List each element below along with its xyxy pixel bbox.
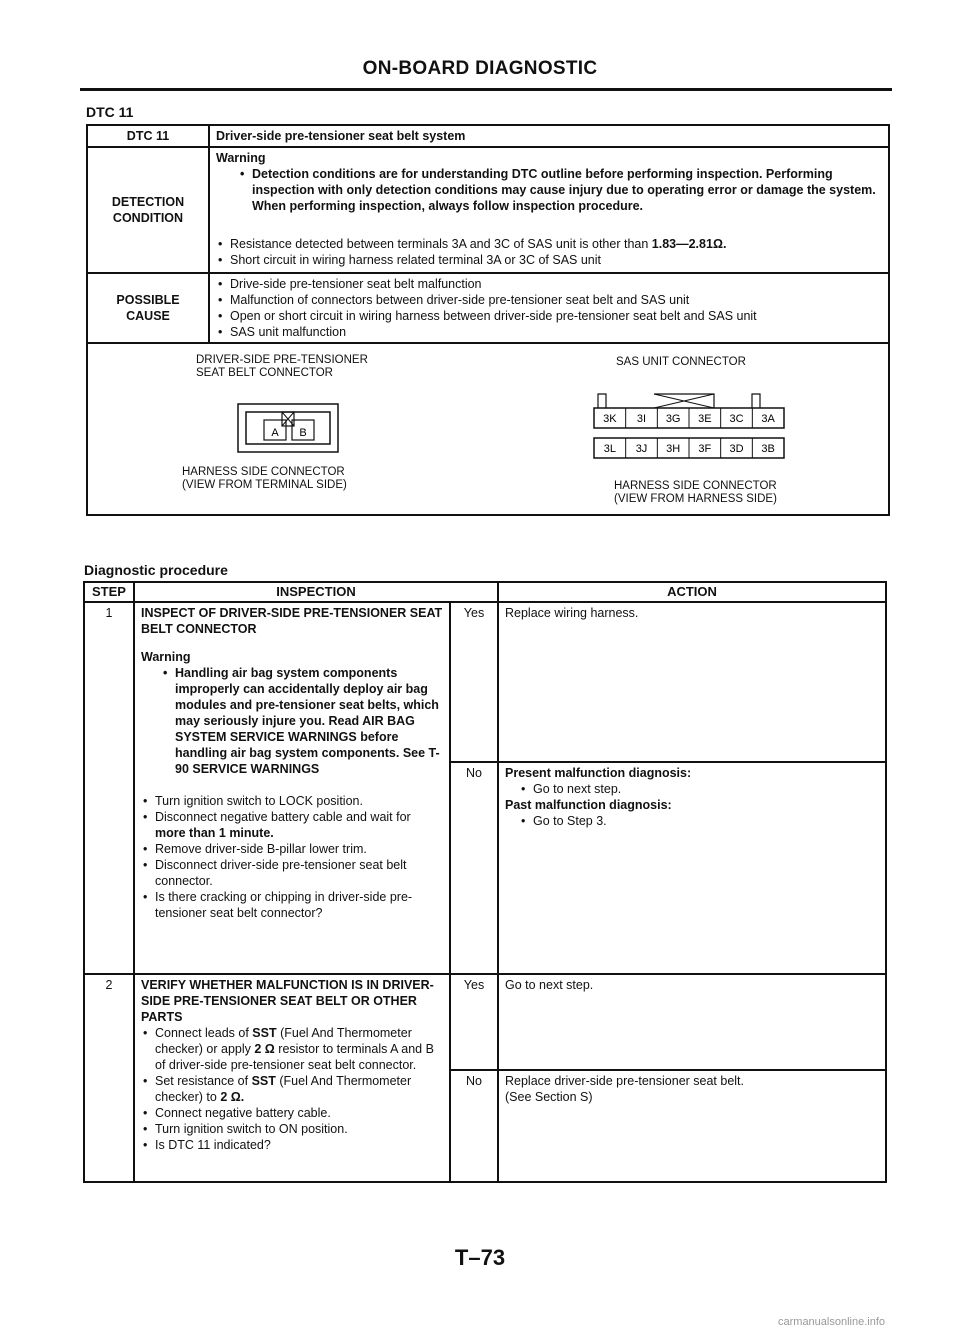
pin-b-label: B <box>299 427 307 439</box>
step-2-item: • Connect leads of SST (Fuel And Thermometer checker) or apply 2 Ω resistor to terminals A and B of driver-side pre-tensioner seat belt connector. <box>141 1025 443 1073</box>
sas-pin-label: 3L <box>603 443 616 455</box>
watermark: carmanualsonline.info <box>778 1316 886 1328</box>
dtc-section-heading: DTC 11 <box>86 104 134 120</box>
connector-diagrams <box>87 343 889 515</box>
step-2-no: No <box>450 1070 498 1182</box>
sas-pin-label: 3K <box>603 413 617 425</box>
detection-item-2: • Short circuit in wiring harness related terminal 3A or 3C of SAS unit <box>216 252 882 268</box>
step-2-yes-action: Go to next step. <box>498 974 886 1070</box>
page-number: T–73 <box>454 1245 506 1270</box>
step-number: 1 <box>84 602 134 974</box>
cause-item: • Drive-side pre-tensioner seat belt malfunction <box>216 276 882 292</box>
dtc-code-label: DTC 11 <box>87 125 209 147</box>
left-connector-title: DRIVER-SIDE PRE-TENSIONER SEAT BELT CONNECTOR <box>196 354 368 379</box>
step-1-no-action: Present malfunction diagnosis: • Go to next step. Past malfunction diagnosis: • Go to Step 3. <box>498 762 886 974</box>
sas-pin-label: 3H <box>666 443 681 455</box>
sas-pin-label: 3I <box>636 413 647 425</box>
step-1-yes: Yes <box>450 602 498 762</box>
diag-section-heading: Diagnostic procedure <box>84 562 228 578</box>
sas-pin-label: 3D <box>729 443 744 455</box>
dtc-code-desc: Driver-side pre-tensioner seat belt system <box>209 125 889 147</box>
right-connector-caption: HARNESS SIDE CONNECTOR (VIEW FROM HARNESS SIDE) <box>614 480 777 505</box>
step-1-item: • Disconnect negative battery cable and wait for more than 1 minute. <box>141 809 443 841</box>
detection-condition <box>209 147 889 273</box>
header-step: STEP <box>84 582 134 602</box>
step-1-item: • Disconnect driver-side pre-tensioner seat belt connector. <box>141 857 443 889</box>
step-2-item: • Set resistance of SST (Fuel And Thermometer checker) to 2 Ω. <box>141 1073 443 1105</box>
step-1-no: No <box>450 762 498 974</box>
sas-row-2 <box>604 438 775 458</box>
sas-connector-diagram <box>584 388 804 474</box>
right-connector-title: SAS UNIT CONNECTOR <box>616 356 746 368</box>
step-1-warning-text: • Handling air bag system components improperly can accidentally deploy air bag modules and pre-tensioner seat belts, which may seriously injure you. Read AIR BAG SYSTEM SERVICE WARNINGS before handling air bag system components. See T-90 SERVICE WARNINGS <box>161 665 443 777</box>
sas-pin-label: 3B <box>761 443 775 455</box>
sas-pin-label: 3G <box>665 413 681 425</box>
pin-a-label: A <box>271 427 279 439</box>
detection-label: DETECTION CONDITION <box>87 147 209 273</box>
detection-warning-text: • Detection conditions are for understanding DTC outline before performing inspection. Performing inspection with only detection conditions may cause injury due to operating error or damage the system. When performing inspection, always follow inspection procedure. <box>238 166 882 214</box>
cause-item: • Open or short circuit in wiring harness between driver-side pre-tensioner seat belt and SAS unit <box>216 308 882 324</box>
step-2-yes: Yes <box>450 974 498 1070</box>
detection-item-1: • Resistance detected between terminals 3A and 3C of SAS unit is other than 1.83—2.81Ω. <box>216 236 882 252</box>
page-header-title: ON-BOARD DIAGNOSTIC <box>362 58 598 79</box>
cause-item: • SAS unit malfunction <box>216 324 882 340</box>
header-inspection: INSPECTION <box>134 582 498 602</box>
header-action: ACTION <box>498 582 886 602</box>
step-2-item: • Is DTC 11 indicated? <box>141 1137 443 1153</box>
sas-row-1 <box>603 408 775 428</box>
left-connector-caption: HARNESS SIDE CONNECTOR (VIEW FROM TERMINAL SIDE) <box>182 466 347 491</box>
possible-causes <box>209 273 889 343</box>
pretensioner-connector-diagram <box>228 398 348 458</box>
step-1-warning-title: Warning <box>141 650 191 664</box>
sas-pin-label: 3E <box>698 413 712 425</box>
step-1-yes-action: Replace wiring harness. <box>498 602 886 762</box>
detection-warning-title: Warning <box>216 151 266 165</box>
sas-pin-label: 3F <box>698 443 712 455</box>
diagnostic-procedure-table <box>83 581 887 1183</box>
sas-pin-label: 3J <box>635 443 648 455</box>
step-2-item: • Turn ignition switch to ON position. <box>141 1121 443 1137</box>
header-rule <box>80 88 892 91</box>
cause-label: POSSIBLE CAUSE <box>87 273 209 343</box>
cause-item: • Malfunction of connectors between driver-side pre-tensioner seat belt and SAS unit <box>216 292 882 308</box>
step-2-item: • Connect negative battery cable. <box>141 1105 443 1121</box>
step-2-no-action: Replace driver-side pre-tensioner seat belt. (See Section S) <box>498 1070 886 1182</box>
step-1-item: • Remove driver-side B-pillar lower trim. <box>141 841 443 857</box>
step-1-item: • Is there cracking or chipping in driver-side pre-tensioner seat belt connector? <box>141 889 443 921</box>
sas-pin-label: 3A <box>761 413 775 425</box>
step-1-item: • Turn ignition switch to LOCK position. <box>141 793 443 809</box>
step-1-inspection: INSPECT OF DRIVER-SIDE PRE-TENSIONER SEAT BELT CONNECTOR Warning • Handling air bag system components improperly can accidentally deploy air bag modules and pre-tensioner seat belts, which may seriously injure you. Read AIR BAG SYSTEM SERVICE WARNINGS before handling air bag system components. See T-90 SERVICE WARNINGS • Turn ignition switch to LOCK position. • Disconnect negative battery cable and wait for more than 1 minute. • Remove driver-side B-pillar lower trim. • Disconnect driver-side pre-tensioner seat belt connector. • Is there cracking or chipping in driver-side pre-tensioner seat belt connector? <box>134 602 450 974</box>
sas-pin-label: 3C <box>729 413 744 425</box>
dtc-table <box>86 124 890 516</box>
step-2-inspection: VERIFY WHETHER MALFUNCTION IS IN DRIVER-SIDE PRE-TENSIONER SEAT BELT OR OTHER PARTS • Connect leads of SST (Fuel And Thermometer checker) or apply 2 Ω resistor to terminals A and B of driver-side pre-tensioner seat belt connector. • Set resistance of SST (Fuel And Thermometer checker) to 2 Ω. • Connect negative battery cable. • Turn ignition switch to ON position. • Is DTC 11 indicated? <box>134 974 450 1182</box>
step-number: 2 <box>84 974 134 1182</box>
